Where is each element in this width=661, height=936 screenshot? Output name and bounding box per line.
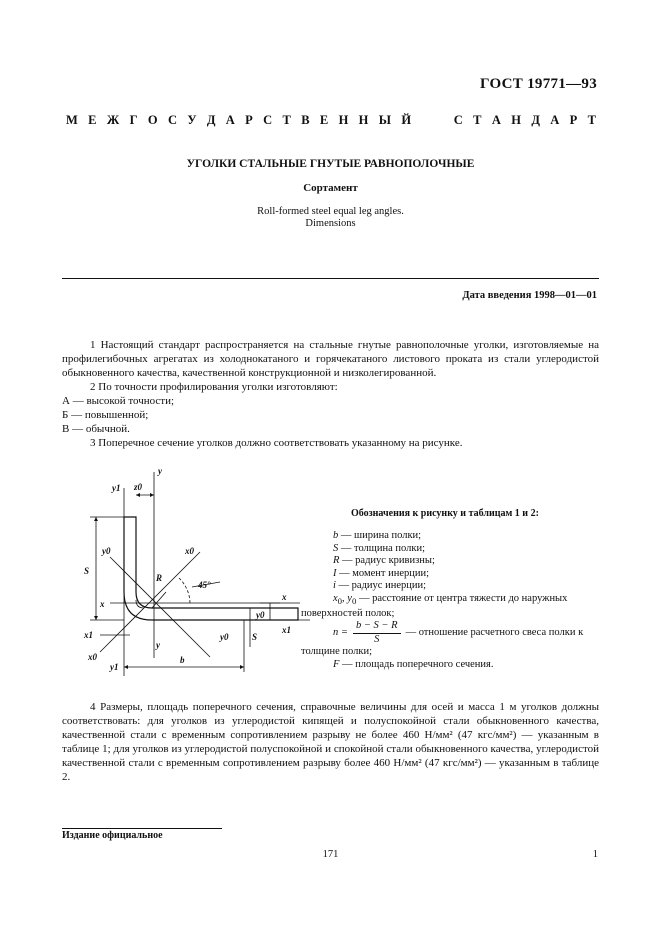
banner-letter: А: [550, 113, 560, 127]
banner-letter: Й: [401, 113, 412, 127]
n-fraction: $\frac{b - S - R}{S}$: [353, 620, 401, 646]
banner-letter: С: [263, 113, 273, 127]
document-subtitle: Сортамент: [303, 182, 358, 194]
interstate-standard-banner: [66, 113, 596, 128]
label-y1-bottom: y1: [110, 662, 119, 672]
paragraph-2: 2 По точности профилирования уголки изготовляют:: [90, 381, 338, 393]
accuracy-b: Б — повышенной;: [62, 409, 149, 421]
angle-profile: [124, 517, 298, 620]
label-y: y: [158, 466, 162, 476]
label-y0-right: y0: [256, 610, 265, 620]
paragraph-4: 4 Размеры, площадь поперечного сечения, справочные величины для осей и масса 1 м уголков должны соответствовать: для уголков из углеродистой кипящей и полуспокойной стали обыкновенного качества, качественной стали с временным сопротивлением разрыву не более 460 Н/мм² (47 кгс/мм²) — указанным в таблице 1; для уголков из углеродистой полуспокойной и спокойной стали обыкновенного качества, углеродистой качественной стали с временным сопротивлением разрыву более 460 Н/мм² (47 кгс/мм²) — указанным в таблице 2.: [62, 701, 599, 783]
banner-letter: Г: [129, 113, 138, 127]
standard-number: ГОСТ 19771—93: [479, 76, 597, 92]
label-y1: y1: [112, 483, 121, 493]
effective-date: Дата введения 1998—01—01: [462, 290, 597, 301]
label-s-right: S: [252, 632, 258, 642]
banner-letter: С: [453, 113, 463, 127]
legend: [301, 530, 599, 672]
label-x1-left: x1: [84, 630, 93, 640]
label-x-left: x: [100, 599, 105, 609]
label-x-right: x: [282, 592, 287, 602]
label-R: R: [156, 573, 163, 583]
legend-title: Обозначения к рисунку и таблицам 1 и 2:: [351, 508, 539, 519]
label-y-bottom: y: [156, 640, 160, 650]
legend-s: S — толщина полки;: [333, 542, 426, 554]
banner-letter: Н: [338, 113, 349, 127]
separator-bottom: [62, 828, 222, 829]
banner-letter: Т: [473, 113, 482, 127]
banner-letter: Р: [569, 113, 578, 127]
sheet-number: 1: [592, 849, 598, 860]
separator-top: [62, 278, 599, 279]
accuracy-a: А — высокой точности;: [62, 395, 175, 407]
banner-gap: [421, 113, 443, 128]
english-line-1: Roll-formed steel equal leg angles.: [257, 206, 404, 217]
legend-x0y0: $x_0$, $y_0$ — расстояние от центра тяжести до наружных: [333, 592, 568, 607]
legend-i-cap: I — момент инерции;: [333, 567, 430, 579]
document-title: УГОЛКИ СТАЛЬНЫЕ ГНУТЫЕ РАВНОПОЛОЧНЫЕ: [186, 158, 475, 170]
english-line-2: Dimensions: [305, 218, 356, 229]
label-s-left: S: [84, 566, 90, 576]
accuracy-v: В — обычной.: [62, 423, 130, 435]
banner-letter: С: [167, 113, 177, 127]
banner-letter: Т: [587, 113, 596, 127]
banner-letter: Д: [531, 113, 540, 127]
banner-letter: Д: [206, 113, 216, 127]
legend-f: F — площадь поперечного сечения.: [333, 659, 494, 671]
banner-letter: Ж: [106, 113, 120, 127]
official-edition: Издание официальное: [62, 830, 163, 841]
banner-letter: В: [301, 113, 310, 127]
label-x1-right: x1: [282, 625, 291, 635]
english-title: [0, 206, 661, 230]
banner-letter: Е: [88, 113, 97, 127]
angle-cross-section-figure: [70, 462, 310, 684]
legend-b: b — ширина полки;: [333, 530, 422, 541]
paragraph-1: 1 Настоящий стандарт распространяется на стальные гнутые равнополочные уголки, изготовляемые на профилегибочных агрегатах из холоднокатаного и горячекатаного листового проката из стали углеродистой обыкновенного качества, качественной конструкционной и низколегированной.: [62, 339, 599, 379]
banner-letter: Н: [358, 113, 369, 127]
label-z0: z0: [134, 482, 143, 492]
banner-letter: Н: [511, 113, 521, 127]
banner-letter: Т: [282, 113, 291, 127]
page-number: 171: [322, 849, 339, 860]
banner-letter: А: [491, 113, 501, 127]
legend-r: R — радиус кривизны;: [333, 555, 435, 567]
legend-n-cont: толщине полки;: [301, 646, 373, 658]
label-y0-bottom: y0: [220, 632, 229, 642]
banner-letter: Ы: [378, 113, 392, 127]
banner-letter: М: [66, 113, 78, 127]
label-y0-top: y0: [102, 546, 111, 556]
banner-letter: А: [225, 113, 235, 127]
body-section-1: [62, 338, 599, 450]
legend-x0y0-cont: поверхностей полок;: [301, 607, 395, 619]
legend-n-formula: n = $\frac{b - S - R}{S}$ — отношение расчетного свеса полки к: [333, 620, 584, 645]
label-45: 45°: [198, 580, 211, 590]
legend-i: i — радиус инерции;: [333, 580, 427, 592]
banner-letter: Е: [319, 113, 329, 127]
label-b: b: [180, 655, 185, 665]
label-x0-bottom: x0: [88, 652, 97, 662]
banner-letter: О: [147, 113, 158, 127]
body-section-4: [62, 700, 599, 784]
banner-letter: Р: [245, 113, 253, 127]
banner-letter: У: [187, 113, 197, 127]
paragraph-3: 3 Поперечное сечение уголков должно соответствовать указанному на рисунке.: [90, 437, 463, 449]
label-x0-top: x0: [185, 546, 194, 556]
